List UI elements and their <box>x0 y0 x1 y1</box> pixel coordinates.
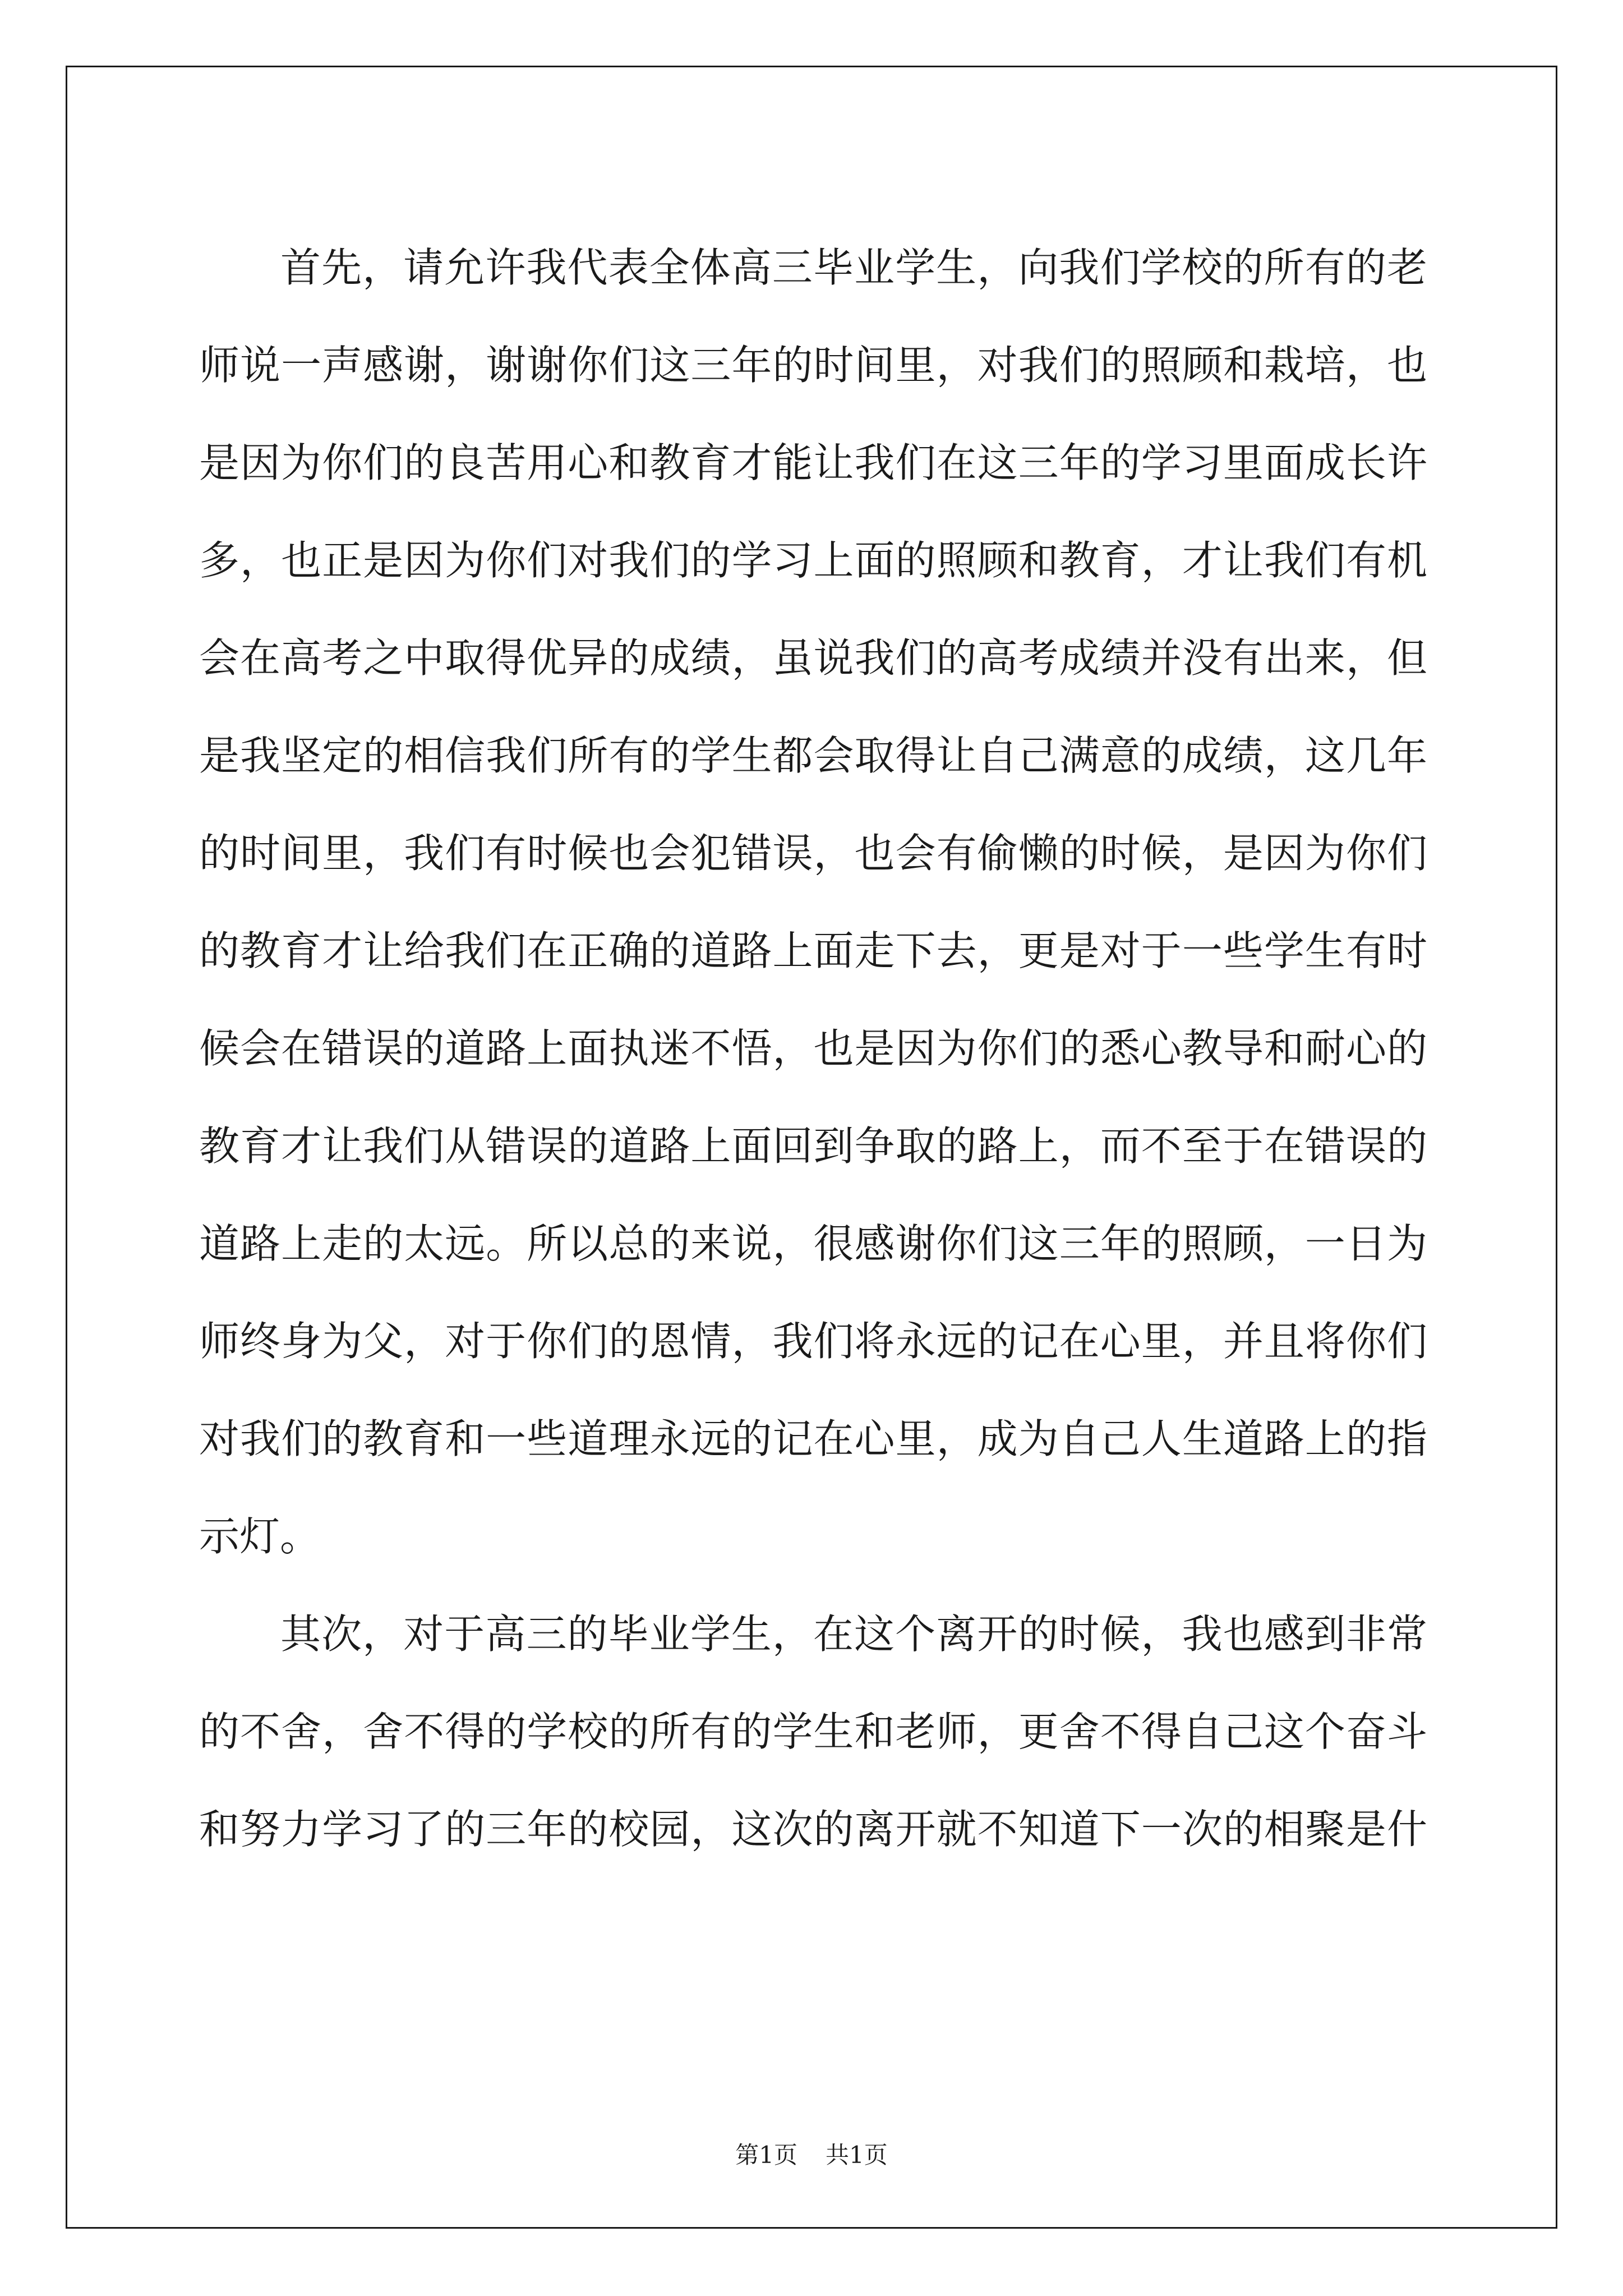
paragraph-2-line-2: 的不舍，舍不得的学校的所有的学生和老师，更舍不得自己这个奋斗 <box>199 1708 1427 1755</box>
paragraph-1-line-2: 师说一声感谢，谢谢你们这三年的时间里，对我们的照顾和栽培，也 <box>199 342 1427 389</box>
paragraph-1-line-12: 师终身为父，对于你们的恩情，我们将永远的记在心里，并且将你们 <box>199 1318 1427 1365</box>
paragraph-1-line-8: 的教育才让给我们在正确的道路上面走下去，更是对于一些学生有时 <box>199 927 1427 974</box>
paragraph-1-line-13: 对我们的教育和一些道理永远的记在心里，成为自己人生道路上的指 <box>199 1415 1427 1462</box>
paragraph-1-line-3: 是因为你们的良苦用心和教育才能让我们在这三年的学习里面成长许 <box>199 439 1427 486</box>
paragraph-2-line-3: 和努力学习了的三年的校园，这次的离开就不知道下一次的相聚是什 <box>199 1806 1427 1853</box>
paragraph-1-line-14: 示灯。 <box>199 1513 321 1560</box>
paragraph-2-line-1: 其次，对于高三的毕业学生，在这个离开的时候，我也感到非常 <box>280 1611 1427 1658</box>
page-footer <box>0 2138 1623 2172</box>
paragraph-1-line-9: 候会在错误的道路上面执迷不悟，也是因为你们的悉心教导和耐心的 <box>199 1025 1427 1072</box>
paragraph-1-line-5: 会在高考之中取得优异的成绩，虽说我们的高考成绩并没有出来，但 <box>199 634 1427 682</box>
page-number-total: 共1页 <box>826 2141 888 2169</box>
paragraph-1-line-1: 首先，请允许我代表全体高三毕业学生，向我们学校的所有的老 <box>280 244 1427 291</box>
page-number-current: 第1页 <box>735 2141 797 2169</box>
paragraph-1-line-7: 的时间里，我们有时候也会犯错误，也会有偷懒的时候，是因为你们 <box>199 830 1427 877</box>
document-body <box>199 219 1427 1878</box>
paragraph-1-line-4: 多，也正是因为你们对我们的学习上面的照顾和教育，才让我们有机 <box>199 537 1427 584</box>
paragraph-1-line-11: 道路上走的太远。所以总的来说，很感谢你们这三年的照顾，一日为 <box>199 1220 1427 1267</box>
paragraph-1-line-6: 是我坚定的相信我们所有的学生都会取得让自己满意的成绩，这几年 <box>199 732 1427 779</box>
paragraph-1-line-10: 教育才让我们从错误的道路上面回到争取的路上，而不至于在错误的 <box>199 1122 1427 1170</box>
